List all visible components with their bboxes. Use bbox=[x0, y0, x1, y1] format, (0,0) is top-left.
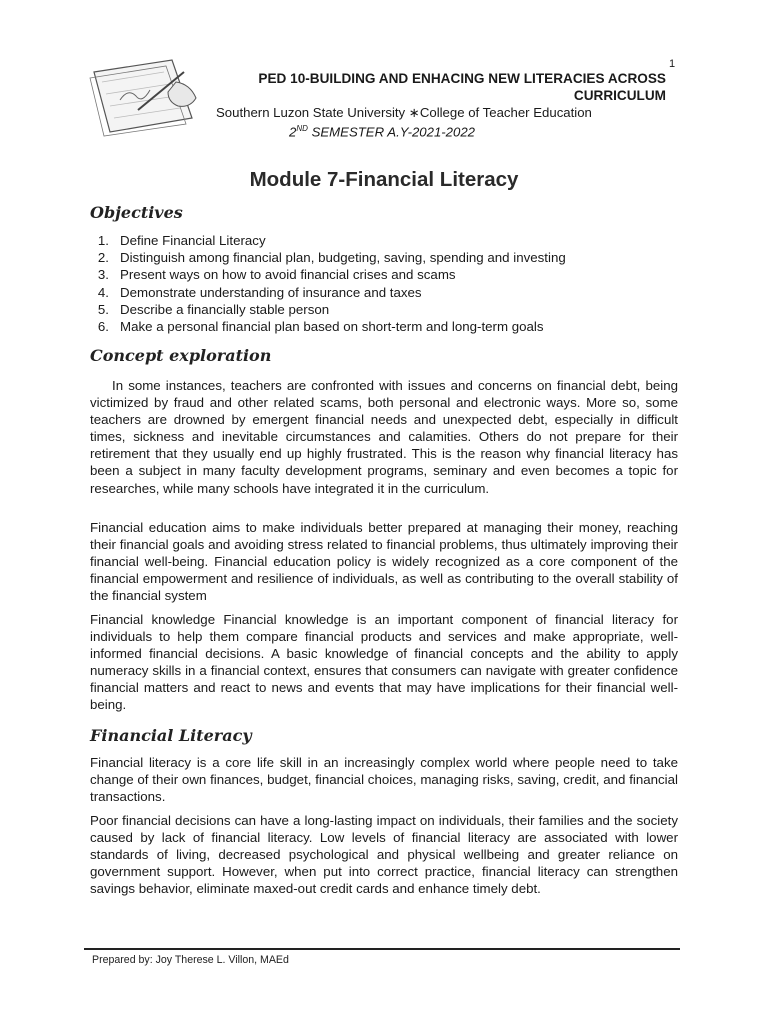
concept-paragraph: Financial knowledge Financial knowledge is an important component of financial literacy for individuals to help them compare financial products and services and make appropriate, well-informed financial decisions. A basic knowledge of financial concepts and the ability to apply numeracy skills in a financial context, ensures that consumers can navigate with greater confidence financial matters and react to news and events that may have implications for their financial well-being. bbox=[90, 612, 678, 713]
semester-text: SEMESTER A.Y-2021-2022 bbox=[307, 124, 476, 140]
objective-item bbox=[90, 266, 690, 283]
concept-paragraph: Financial education aims to make individuals better prepared at managing their money, reaching their financial goals and avoiding stress related to financial problems, thus ultimately improving their financial well-being. Financial education policy is widely recognized as a core component of the financial empowerment and resilience of individuals, as well as contributing to the overall stability of the financial system bbox=[90, 520, 678, 604]
objective-item bbox=[90, 249, 690, 266]
financial-literacy-heading: Financial Literacy bbox=[90, 726, 252, 745]
objective-text: Describe a financially stable person bbox=[120, 301, 330, 317]
financial-literacy-paragraph: Poor financial decisions can have a long-lasting impact on individuals, their families and the society caused by lack of financial literacy. Low levels of financial literacy are associated with lower standards of living, decreased psychological and physical wellbeing and greater reliance on government support. However, when put into correct practice, financial literacy can strengthen savings behavior, eliminate maxed-out credit cards and enhance timely debt. bbox=[90, 813, 678, 897]
semester-ordinal-suffix: ND bbox=[296, 124, 308, 133]
objective-item bbox=[90, 301, 690, 318]
objective-text: Distinguish among financial plan, budgeting, saving, spending and investing bbox=[120, 250, 566, 266]
objective-number: 1. bbox=[97, 233, 109, 248]
objective-item bbox=[90, 232, 690, 249]
semester-ordinal: 2 bbox=[289, 124, 297, 140]
institution-name: Southern Luzon State University ∗College of Teacher Education bbox=[216, 105, 592, 120]
objective-text: Make a personal financial plan based on short-term and long-term goals bbox=[120, 319, 544, 335]
writing-hand-logo bbox=[80, 52, 204, 138]
objective-number: 4. bbox=[97, 284, 109, 300]
objective-text: Define Financial Literacy bbox=[120, 233, 266, 248]
course-title bbox=[230, 70, 666, 104]
objective-text: Present ways on how to avoid financial crises and scams bbox=[120, 267, 456, 283]
course-title-line2: CURRICULUM bbox=[573, 88, 666, 103]
objectives-heading: Objectives bbox=[90, 203, 183, 222]
footer-divider bbox=[84, 948, 680, 950]
financial-literacy-paragraph: Financial literacy is a core life skill in an increasingly complex world where people need to take change of their own finances, budget, financial choices, managing risks, saving, credit, and financial transactions. bbox=[90, 755, 678, 805]
objectives-list bbox=[90, 232, 690, 335]
header-subtitle bbox=[216, 105, 636, 140]
prepared-by: Prepared by: Joy Therese L. Villon, MAEd bbox=[92, 954, 289, 966]
semester-line bbox=[216, 121, 636, 140]
objective-item bbox=[90, 284, 690, 301]
objective-text: Demonstrate understanding of insurance and taxes bbox=[120, 284, 422, 300]
objective-number: 5. bbox=[97, 301, 109, 317]
objective-item bbox=[90, 318, 690, 335]
concept-paragraph: In some instances, teachers are confronted with issues and concerns on financial debt, being victimized by fraud and other related scams, both personal and electronic ways. More so, some teachers are drowned by emergent financial needs and unexpected debt, especially in difficult times, sickness and inevitable circumstances and calamities. Others do not prepare for their retirement that they usually end up highly frustrated. This is the reason why financial literacy has been a subject in many faculty development programs, seminary and even becomes a topic for researches, while many schools have integrated it in the curriculum. bbox=[90, 378, 678, 496]
objective-number: 3. bbox=[97, 267, 109, 283]
module-title: Module 7-Financial Literacy bbox=[249, 168, 519, 191]
course-title-line1: PED 10-BUILDING AND ENHACING NEW LITERACIES ACROSS bbox=[258, 71, 666, 86]
objective-number: 6. bbox=[97, 319, 109, 335]
objective-number: 2. bbox=[97, 250, 109, 266]
concept-exploration-heading: Concept exploration bbox=[90, 346, 272, 365]
page-number: 1 bbox=[669, 58, 676, 70]
